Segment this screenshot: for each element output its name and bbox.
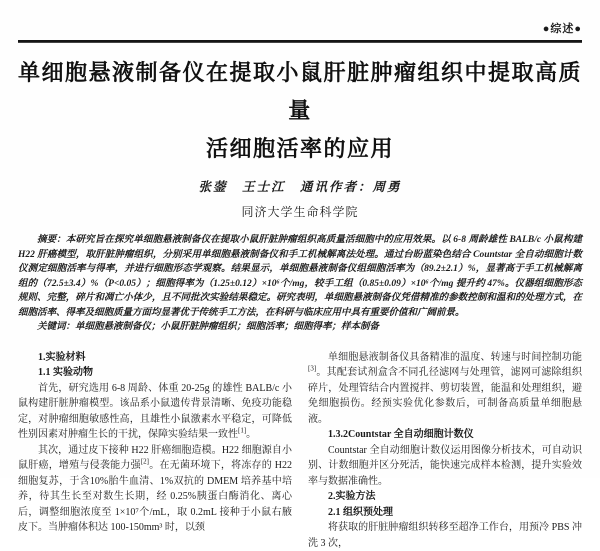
paper-title-line2: 活细胞活率的应用 <box>18 130 582 168</box>
abstract-text: 摘要：本研究旨在探究单细胞悬液制备仪在提取小鼠肝脏肿瘤组织高质量活细胞中的应用效果。以 6-8 周龄雄性 BALB/c 小鼠构建 H22 肝癌模型，取肝脏肿瘤组织，分别采用单细胞悬液制备仪和手工机械解离法处理。通过台盼蓝染色结合 Countstar 全自动细胞计数仪测定细胞活率与得率，并进行细胞形态学观察。结果显示，单细胞悬液制备仪组细胞活率为（89.2±2.1）%，显著高于手工机械解离组的（72.5±3.4）%（P<0.05）；细胞得率为（1.25±0.12）×10⁶个/mg，较手工组（0.85±0.09）×10⁶个/mg 提升约 47%。仪器组细胞形态规则、完整，碎片和凋亡小体少，且不同批次实验结果稳定。研究表明，单细胞悬液制备仪凭借精准的参数控制和温和的处理方式，在细胞活率、得率及细胞质量方面均显著优于传统手工方法，在科研与临床应用中具有重要价值和广阔前景。 <box>18 233 582 320</box>
paragraph-pretreatment: 将获取的肝脏肿瘤组织转移至超净工作台，用预冷 PBS 冲洗 3 次， <box>308 520 582 551</box>
section-heading-animals: 1.1 实验动物 <box>18 365 292 381</box>
body-columns <box>18 350 582 551</box>
section-heading-countstar: 1.3.2Countstar 全自动细胞计数仪 <box>308 427 582 443</box>
keywords-line: 关键词：单细胞悬液制备仪；小鼠肝脏肿瘤组织；细胞活率；细胞得率；样本制备 <box>18 320 582 335</box>
paragraph-tumor-model: 其次，通过皮下接种 H22 肝癌细胞造模。H22 细胞源自小鼠肝癌，增殖与侵袭能力强[2]。在无菌环境下，将冻存的 H22 细胞复苏，于含10%胎牛血清、1%双抗的 DMEM 培养基中培养，待其生长至对数生长期，经 0.25%胰蛋白酶消化、离心后，调整细胞浓度至 1×10⁷个/mL，取 0.2mL 接种于小鼠右腋皮下。当肿瘤体积达 100-150mm³ 时，以颈 <box>18 443 292 536</box>
category-tag: ●综述● <box>18 20 582 36</box>
authors-line: 张蓥 王士江 通讯作者：周勇 <box>18 177 582 195</box>
affiliation: 同济大学生命科学院 <box>18 203 582 220</box>
paper-title <box>18 54 582 168</box>
section-heading-methods: 2.实验方法 <box>308 489 582 505</box>
section-heading-pretreatment: 2.1 组织预处理 <box>308 505 582 521</box>
abstract-section <box>18 233 582 335</box>
paragraph-animals: 首先，研究选用 6-8 周龄、体重 20-25g 的雄性 BALB/c 小鼠构建肝脏肿瘤模型。该品系小鼠遗传背景清晰、免疫功能稳定，对肿瘤细胞敏感性高，且雄性小鼠激素水平稳定，可降低性别因素对肿瘤生长的干扰，保障实验结果一致性[1]。 <box>18 381 292 443</box>
right-column <box>308 350 582 551</box>
left-column <box>18 350 292 551</box>
header-rule <box>18 40 582 43</box>
paragraph-countstar: Countstar 全自动细胞计数仪运用图像分析技术，可自动识别、计数细胞并区分死活，能快速完成样本检测，提升实验效率与数据准确性。 <box>308 443 582 490</box>
paper-title-line1: 单细胞悬液制备仪在提取小鼠肝脏肿瘤组织中提取高质量 <box>18 54 582 130</box>
paragraph-instrument: 单细胞悬液制备仪具备精准的温度、转速与时间控制功能[3]。其配套试剂盒含不同孔径滤网与处理管，滤网可滤除组织碎片，处理管结合内置搅拌、剪切装置，能温和处理组织，避免细胞损伤。经预实验优化参数后，可制备高质量单细胞悬液。 <box>308 350 582 428</box>
section-heading-materials: 1.实验材料 <box>18 350 292 366</box>
